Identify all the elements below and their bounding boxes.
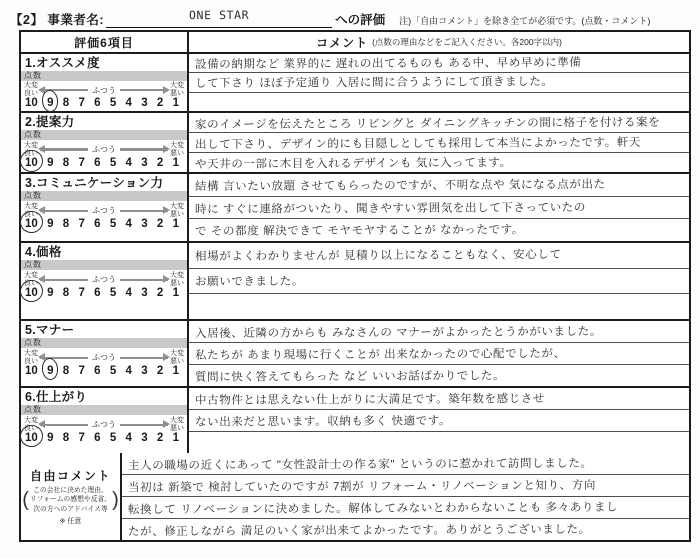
best-label: 大変 良い [24,350,38,365]
selected-score: 9 [47,365,54,378]
close-paren: ) [112,488,119,511]
item-comment-line: 私たちが あまり現場に行くことが 出来なかったので心配でしたが、 [194,347,566,362]
score-label: 点数 [21,260,187,270]
best-label: 大変 良い [24,203,38,218]
worst-label: 大変 悪い [170,141,184,157]
score-number: 7 [78,365,85,378]
item-title: 4.価格 [25,245,62,259]
free-comment-label-cell [21,453,122,540]
score-number: 3 [141,365,148,378]
score-number: 3 [141,432,148,445]
score-label: 点数 [21,130,187,140]
score-number: 1 [172,157,179,169]
item-comment-cell [189,388,689,453]
score-number: 7 [78,157,85,169]
form-header [0,0,700,28]
item-comment-line: 時に すぐに連絡がついたり、聞きやすい雰囲気を出して下さっていたの [194,201,587,216]
score-number: 6 [94,432,101,445]
score-number: 5 [109,97,117,110]
items-column-header: 評価6項目 [21,32,189,52]
free-comment-note: ( この会社に決めた理由、 リフォームの感想や反省、 次の方へのアドバイス等 ) [22,487,119,513]
optional-label: ※ 任意 [59,517,82,525]
score-number: 9 [47,287,54,300]
selected-score: 10 [25,218,38,231]
right-arrow-icon [120,148,168,150]
item-comment-line: で その都度 解決できて モヤモヤすることが なかったです。 [194,224,524,239]
score-number: 8 [62,97,70,110]
score-number: 6 [94,97,101,110]
item-title: 5.マナー [25,323,75,337]
score-number: 2 [156,432,164,445]
item-comment-line: して下さり ほぼ予定通り 入居に間に合うようにして頂きました。 [194,76,554,91]
score-number: 6 [94,218,101,231]
evaluation-item-row [21,113,689,174]
free-comment-line: 当初は 新築で 検討していたのですが 7割が リフォーム・リノベーションと知り、方向 [127,479,596,494]
score-number: 10 [25,97,38,110]
score-number: 8 [62,218,70,231]
score-number: 3 [141,218,148,231]
item-comment-line: 結構 言いたい放題 させてもらったのですが、不明な点や 気になる点が出た [194,178,606,193]
free-comment-title: 自由コメント [29,469,111,484]
score-scale [21,287,187,302]
score-number: 10 [25,365,38,378]
comment-column-header: コメント (点数の理由などをご記入ください。各200字以内) [316,35,562,50]
item-comment-line: 質問に快く答えてもらった など いいお話ばかりでした。 [194,369,506,384]
item-comment-cell [189,321,689,386]
best-label: 大変 良い [24,417,38,432]
score-number: 5 [109,432,117,445]
score-number: 6 [94,157,101,169]
item-score-cell [21,388,189,453]
left-arrow-icon [40,424,88,426]
free-comment-line: 転換して リノベーションに決めました。解体してみないとわからないことも 多々ありまし [127,501,619,516]
item-score-cell [21,54,189,111]
score-scale-labels [21,201,187,219]
free-comment-line: 主人の職場の近くにあって "女性設計士の作る家" というのに惹かれて訪問しました。 [127,457,593,472]
left-arrow-icon [40,210,88,212]
free-comment-cell [122,453,689,540]
item-title: 3.コミュニケーション力 [25,176,164,190]
score-number: 2 [156,365,164,378]
best-label: 大変 良い [24,272,38,287]
score-label: 点数 [21,71,187,81]
score-number: 2 [156,97,164,110]
open-paren: ( [22,488,29,511]
section-label: 【2】 事業者名: [10,13,105,27]
evaluation-table [19,30,691,542]
business-name-value: ONE STAR [188,7,250,23]
required-note: 注)「自由コメント」を除き全てが必須です。(点数・コメント) [399,16,651,26]
score-number: 9 [47,157,54,169]
score-number: 3 [141,157,148,169]
best-label: 大変 良い [24,82,38,98]
score-number: 4 [125,157,132,169]
score-scale [21,97,187,112]
normal-label: ふつう [92,85,116,95]
score-scale-labels [21,140,187,158]
item-title: 2.提案力 [25,115,75,129]
score-number: 8 [62,365,70,378]
item-comment-line: 設備の納期など 業界的に 遅れの出てるものも ある中、早め早めに準備 [194,57,582,72]
item-comment-line: や天井の一部に木目を入れるデザインも 気に入ってます。 [194,156,512,171]
item-comment-line: 出して下さり、デザイン的にも目隠しとしても採用して本当によかったです。軒天 [194,136,642,151]
evaluation-suffix-label: への評価 [335,13,386,27]
worst-label: 大変 悪い [170,417,184,432]
score-number: 3 [141,97,148,110]
score-number: 1 [172,287,179,300]
score-number: 5 [109,365,117,378]
item-score-cell [21,321,189,386]
selected-score: 10 [25,157,38,169]
score-number: 9 [47,218,54,231]
item-comment-cell [189,174,689,241]
right-arrow-icon [120,357,168,359]
score-number: 5 [109,218,117,231]
normal-label: ふつう [92,420,116,430]
worst-label: 大変 悪い [170,82,184,98]
left-arrow-icon [40,148,88,150]
score-scale [21,432,187,447]
right-arrow-icon [120,89,168,91]
item-comment-line: 相場がよくわかりませんが 見積り以上になることもなく、安心して [194,249,562,264]
evaluation-item-row [21,388,689,453]
score-number: 1 [172,97,179,110]
worst-label: 大変 悪い [170,272,184,287]
score-number: 3 [141,287,148,300]
score-label: 点数 [21,191,187,201]
score-number: 4 [125,365,132,378]
score-number: 7 [78,218,85,231]
business-name-field [106,6,332,28]
best-label: 大変 良い [24,141,38,157]
score-label: 点数 [21,338,187,348]
selected-score: 9 [47,97,54,110]
score-number: 4 [125,287,132,300]
score-number: 5 [109,287,117,300]
score-scale [21,365,187,380]
score-number: 9 [47,432,54,445]
item-comment-cell [189,54,689,111]
score-label: 点数 [21,405,187,415]
item-score-cell [21,243,189,319]
score-number: 2 [156,287,164,300]
item-score-cell [21,113,189,172]
table-header-row [21,32,689,54]
score-scale-labels [21,270,187,288]
score-number: 8 [62,287,70,300]
normal-label: ふつう [92,206,116,216]
item-comment-line: 入居後、近隣の方からも みなさんの マナーがよかったとうかがいました。 [194,325,602,340]
worst-label: 大変 悪い [170,350,184,365]
free-comment-row [21,453,689,540]
evaluation-item-row [21,243,689,321]
score-number: 2 [156,218,164,231]
score-number: 8 [62,432,70,445]
score-scale [21,218,187,233]
normal-label: ふつう [92,145,116,155]
normal-label: ふつう [92,275,116,285]
score-number: 4 [125,218,132,231]
score-number: 6 [94,365,101,378]
item-title: 6.仕上がり [25,390,88,404]
evaluation-item-row [21,54,689,113]
score-number: 2 [156,157,164,169]
score-number: 7 [78,97,85,110]
item-comment-cell [189,113,689,172]
item-comment-line: お願いできました。 [194,275,304,289]
score-number: 8 [62,157,70,169]
right-arrow-icon [120,424,168,426]
score-number: 7 [78,432,85,445]
score-scale [21,157,187,172]
item-comment-cell [189,243,689,319]
left-arrow-icon [40,279,88,281]
normal-label: ふつう [92,353,116,363]
evaluation-item-row [21,321,689,388]
item-comment-line: 家のイメージを伝えたところ リビングと ダイニングキッチンの間に格子を付ける案を [194,116,661,131]
right-arrow-icon [120,279,168,281]
item-title: 1.オススメ度 [25,56,100,70]
selected-score: 10 [25,287,38,300]
item-comment-line: ない出来だと思います。収納も多く 快適です。 [194,414,452,429]
item-comment-line: 中古物件とは思えない仕上がりに大満足です。築年数を感じさせ [194,392,546,407]
score-number: 1 [172,218,179,231]
score-number: 6 [94,287,101,300]
evaluation-item-row [21,174,689,243]
selected-score: 10 [25,432,38,445]
score-number: 4 [125,432,132,445]
score-number: 5 [109,157,117,169]
worst-label: 大変 悪い [170,203,184,218]
free-comment-line: たが、修正しながら 満足のいく家が出来てよかったです。ありがとうございました。 [127,523,591,538]
score-scale-labels [21,415,187,433]
score-number: 1 [172,432,179,445]
score-number: 1 [172,365,179,378]
item-score-cell [21,174,189,241]
score-number: 7 [78,287,85,300]
score-number: 4 [125,97,132,110]
right-arrow-icon [120,210,168,212]
